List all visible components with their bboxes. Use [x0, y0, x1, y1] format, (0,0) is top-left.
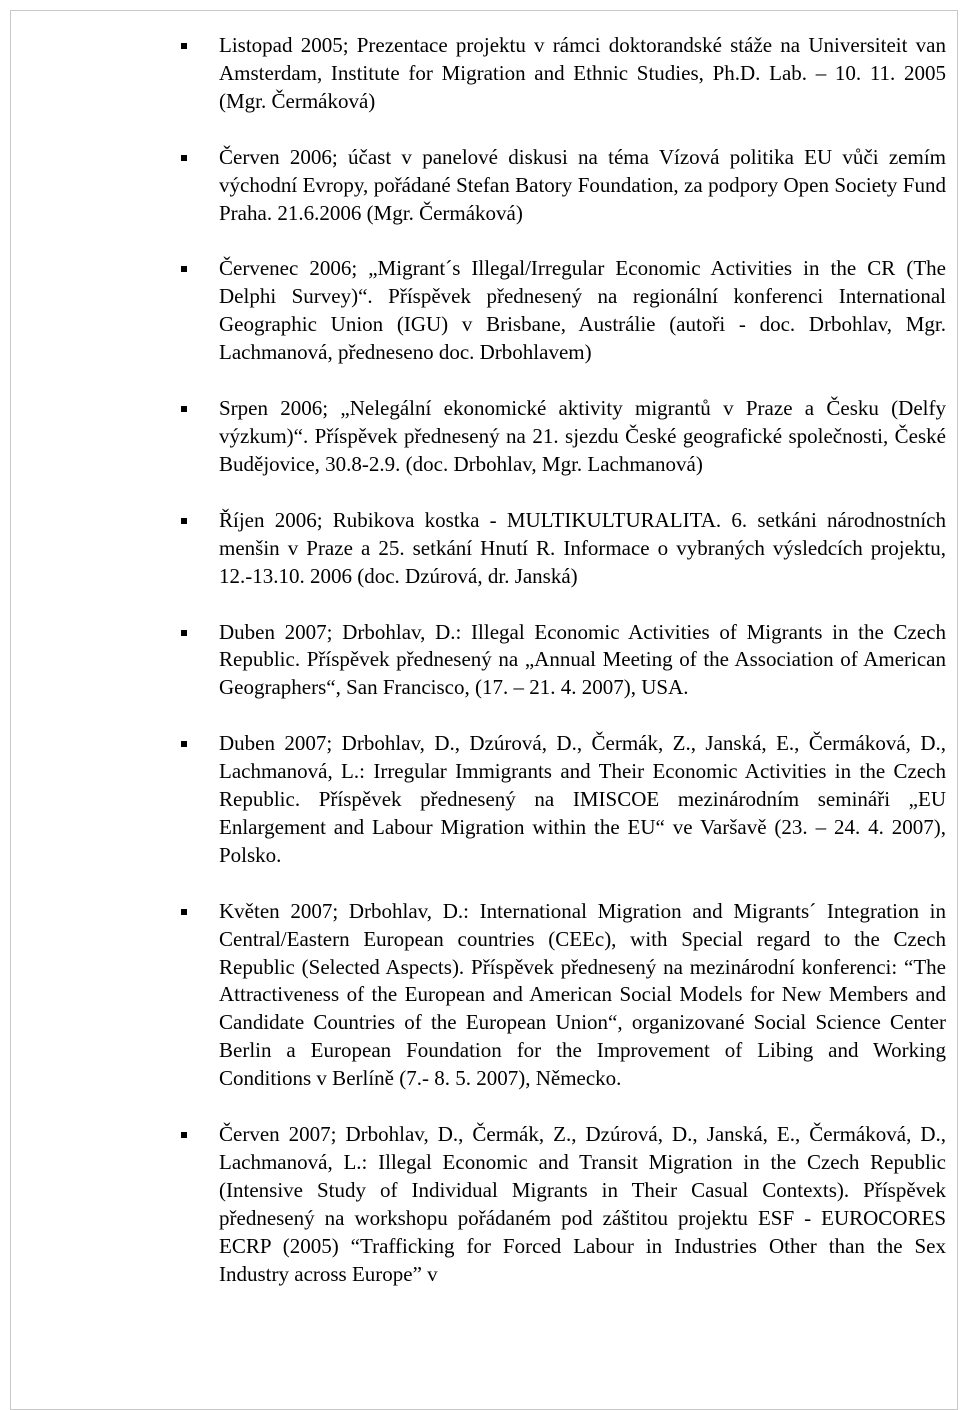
- square-bullet-icon: [181, 155, 187, 161]
- entry-text: Květen 2007; Drbohlav, D.: International Migration and Migrants´ Integration in Central/Eastern European countries (CEEc), with Special regard to the Czech Republic (Selected Aspects). Příspěvek přednesený na mezinárodní konferenci: “The Attractiveness of the European and American Social Models for New Members and Candidate Countries of the European Union“, organizované Social Science Center Berlin a European Foundation for the Improvement of Libing and Working Conditions v Berlíně (7.- 8. 5. 2007), Německo.: [219, 898, 946, 1091]
- entry-text: Červen 2007; Drbohlav, D., Čermák, Z., Dzúrová, D., Janská, E., Čermáková, D., Lachmanová, L.: Illegal Economic and Transit Migration in the Czech Republic (Intensive Study of Individual Migrants in Their Casual Contexts). Příspěvek přednesený na workshopu pořádaném pod záštitou projektu ESF - EUROCORES ECRP (2005) “Trafficking for Forced Labour in Industries Other than the Sex Industry across Europe” v: [219, 1122, 946, 1286]
- list-item: [0, 32, 960, 116]
- square-bullet-icon: [181, 909, 187, 915]
- square-bullet-icon: [181, 406, 187, 412]
- square-bullet-icon: [181, 741, 187, 747]
- square-bullet-icon: [181, 518, 187, 524]
- list-item: [0, 395, 960, 479]
- entry-text: Duben 2007; Drbohlav, D.: Illegal Economic Activities of Migrants in the Czech Republic. Příspěvek přednesený na „Annual Meeting of the Association of American Geographers“, San Francisco, (17. – 21. 4. 2007), USA.: [219, 619, 946, 700]
- entry-text: Duben 2007; Drbohlav, D., Dzúrová, D., Čermák, Z., Janská, E., Čermáková, D., Lachmanová, L.: Irregular Immigrants and Their Economic Activities in the Czech Republic. Příspěvek přednesený na IMISCOE mezinárodním semináři „EU Enlargement and Labour Migration within the EU“ ve Varšavě (23. – 24. 4. 2007), Polsko.: [219, 731, 946, 867]
- list-item: [0, 730, 960, 870]
- list-item: [0, 898, 960, 1093]
- list-item: [0, 1121, 960, 1288]
- square-bullet-icon: [181, 1132, 187, 1138]
- entry-text: Červenec 2006; „Migrant´s Illegal/Irregular Economic Activities in the CR (The Delphi Survey)“. Příspěvek přednesený na regionální konferenci International Geographic Union (IGU) v Brisbane, Austrálie (autoři - doc. Drbohlav, Mgr. Lachmanová, předneseno doc. Drbohlavem): [219, 256, 946, 365]
- entry-text: Červen 2006; účast v panelové diskusi na téma Vízová politika EU vůči zemím východní Evropy, pořádané Stefan Batory Foundation, za podpory Open Society Fund Praha. 21.6.2006 (Mgr. Čermáková): [219, 144, 946, 225]
- square-bullet-icon: [181, 43, 187, 49]
- square-bullet-icon: [181, 266, 187, 272]
- list-item: [0, 255, 960, 367]
- list-item: [0, 507, 960, 591]
- entry-text: Listopad 2005; Prezentace projektu v rámci doktorandské stáže na Universiteit van Amsterdam, Institute for Migration and Ethnic Studies, Ph.D. Lab. – 10. 11. 2005 (Mgr. Čermáková): [219, 33, 946, 113]
- activity-list: [0, 32, 960, 1317]
- list-item: [0, 144, 960, 228]
- list-item: [0, 619, 960, 703]
- square-bullet-icon: [181, 630, 187, 636]
- entry-text: Srpen 2006; „Nelegální ekonomické aktivity migrantů v Praze a Česku (Delfy výzkum)“. Příspěvek přednesený na 21. sjezdu České geografické společnosti, České Budějovice, 30.8-2.9. (doc. Drbohlav, Mgr. Lachmanová): [219, 396, 946, 476]
- entry-text: Říjen 2006; Rubikova kostka - MULTIKULTURALITA. 6. setkáni národnostních menšin v Praze a 25. setkání Hnutí R. Informace o vybraných výsledcích projektu, 12.-13.10. 2006 (doc. Dzúrová, dr. Janská): [219, 507, 946, 588]
